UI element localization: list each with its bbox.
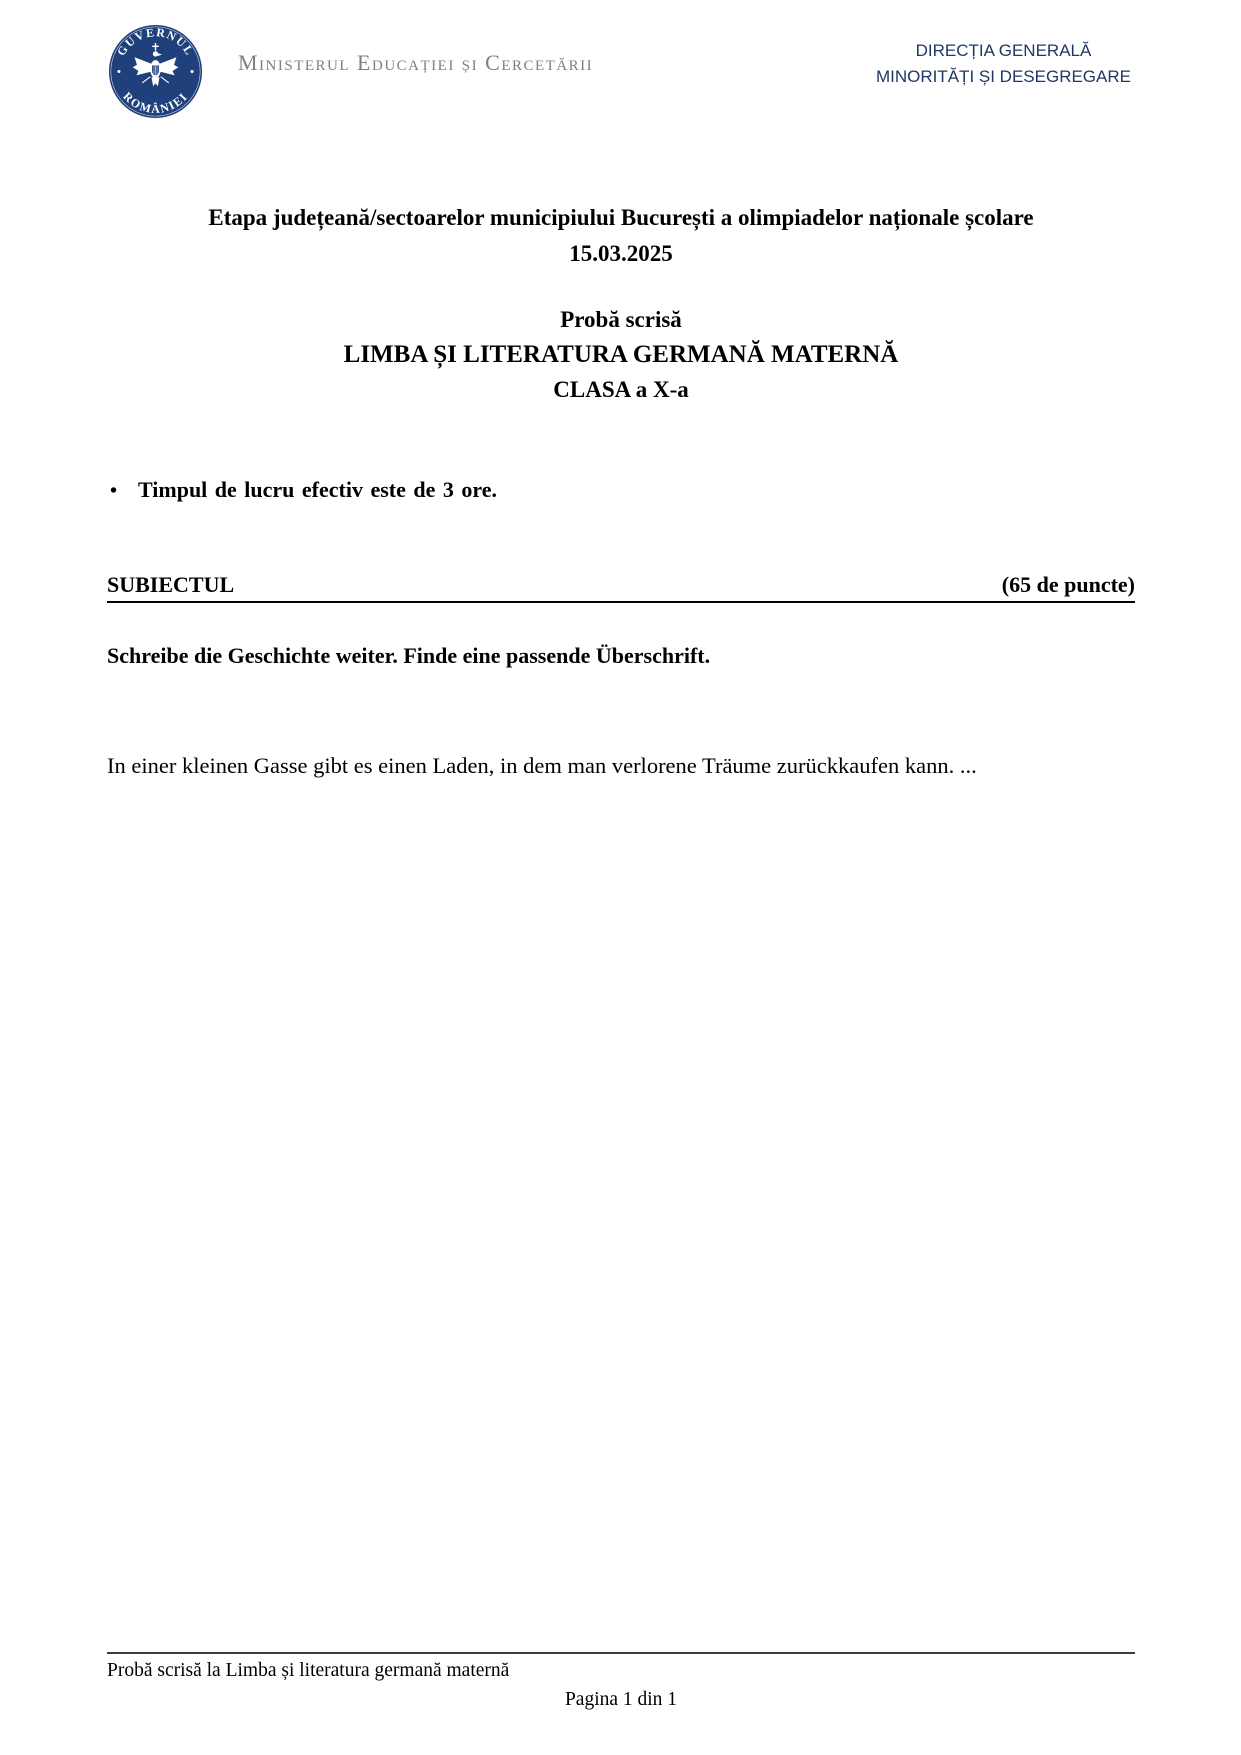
- olympiad-stage-title: Etapa județeană/sectoarelor municipiului București a olimpiadelor naționale școlare: [208, 205, 1034, 230]
- task-instruction: Schreibe die Geschichte weiter. Finde eine passende Überschrift.: [107, 643, 711, 668]
- work-time-bullet: [110, 477, 1135, 503]
- bullet-icon: •: [110, 480, 118, 502]
- olympiad-date: 15.03.2025: [569, 241, 673, 266]
- subject-section-label: SUBIECTUL: [107, 572, 235, 597]
- subject-section-points: (65 de puncte): [1001, 572, 1135, 597]
- work-time-text: Timpul de lucru efectiv este de 3 ore.: [138, 477, 498, 502]
- government-of-romania-logo: [108, 24, 203, 119]
- exam-subject: LIMBA ȘI LITERATURA GERMANĂ MATERNĂ: [343, 341, 899, 368]
- logo-top-text: GUVERNUL: [114, 25, 198, 59]
- subject-section-header: [107, 572, 1135, 603]
- ministry-name: Ministerul Educației și Cercetării: [238, 50, 594, 75]
- exam-class: CLASA a X-a: [553, 377, 689, 402]
- title-block: [107, 200, 1135, 272]
- direction-line-1: DIRECȚIA GENERALĂ: [915, 41, 1092, 60]
- footer-divider: [107, 1652, 1135, 1654]
- story-start-paragraph: In einer kleinen Gasse gibt es einen Laden, in dem man verlorene Träume zurückkaufen kann. ...: [107, 753, 977, 778]
- footer-exam-name: Probă scrisă la Limba și literatura germană maternă: [107, 1660, 510, 1681]
- direction-line-2: MINORITĂȚI ȘI DESEGREGARE: [875, 67, 1131, 86]
- direction-general-block: [876, 38, 1131, 90]
- footer-page-number: Pagina 1 din 1: [564, 1689, 678, 1710]
- exam-type: Probă scrisă: [560, 307, 682, 332]
- exam-heading-block: [107, 302, 1135, 407]
- logo-bottom-text: ROMÂNIEI: [120, 89, 191, 117]
